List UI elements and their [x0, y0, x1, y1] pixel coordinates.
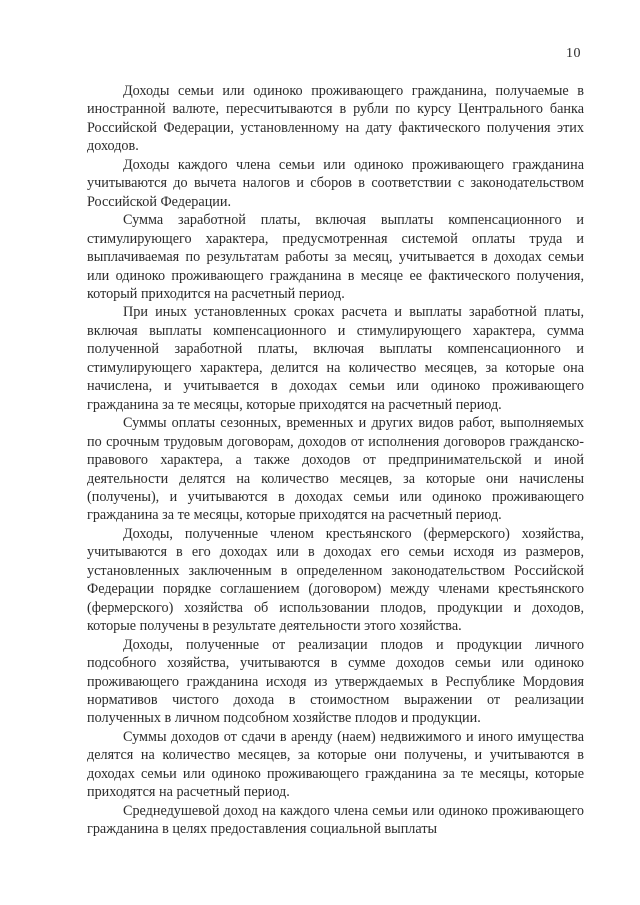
paragraph-farm-income: Доходы, полученные членом крестьянского (фермерского) хозяйства, учитываются в его доходах или в доходах его семьи исходя из размеров, установленных заключенным в определенном законодательством Российской Федерации порядке соглашением (договором) между членами крестьянского (фермерского) хозяйства об использовании плодов, продукции и доходов, которые получены в результате деятельности этого хозяйства.: [87, 525, 584, 635]
paragraph-foreign-currency: Доходы семьи или одиноко проживающего гражданина, получаемые в иностранной валюте, пересчитываются в рубли по курсу Центрального банка Российской Федерации, установленному на дату фактического получения этих доходов.: [87, 83, 584, 155]
paragraph-other-salary-terms: При иных установленных сроках расчета и выплаты заработной платы, включая выплаты компенсационного и стимулирующего характера, сумма полученной заработной платы, включая выплаты компенсационного и стимулирующего характера, делится на количество месяцев, за которые она начислена, и учитывается в доходах семьи или одиноко проживающего гражданина за те месяцы, которые приходятся на расчетный период.: [87, 304, 584, 413]
paragraph-rental-income: Суммы доходов от сдачи в аренду (наем) недвижимого и иного имущества делятся на количество месяцев, за которые они получены, и учитываются в доходах семьи или одиноко проживающего гражданина за те месяцы, которые приходятся на расчетный период.: [87, 728, 584, 801]
page-number: 10: [566, 46, 581, 61]
document-body: [87, 82, 584, 839]
paragraph-pre-tax: Доходы каждого члена семьи или одиноко проживающего гражданина учитываются до вычета налогов и сборов в соответствии с законодательством Российской Федерации.: [87, 156, 584, 210]
paragraph-monthly-salary: Сумма заработной платы, включая выплаты компенсационного и стимулирующего характера, предусмотренная системой оплаты труда и выплачиваемая по результатам работы за месяц, учитывается в доходах семьи или одиноко проживающего гражданина в месяце ее фактического получения, который приходится на расчетный период.: [87, 212, 584, 302]
paragraph-subsidiary-farm: Доходы, полученные от реализации плодов и продукции личного подсобного хозяйства, учитываются в сумме доходов семьи или одиноко проживающего гражданина исходя из утверждаемых в Республике Мордовия нормативов чистого дохода в стоимостном выражении от реализации полученных в личном подсобном хозяйстве плодов и продукции.: [87, 636, 584, 727]
paragraph-seasonal-work: Суммы оплаты сезонных, временных и других видов работ, выполняемых по срочным трудовым договорам, доходов от исполнения договоров гражданско-правового характера, а также доходов от предпринимательской и иной деятельности делятся на количество месяцев, за которые они начислены (получены), и учитываются в доходах семьи или одиноко проживающего гражданина за те месяцы, которые приходятся на расчетный период.: [87, 415, 584, 524]
paragraph-average-income: Среднедушевой доход на каждого члена семьи или одиноко проживающего гражданина в целях предоставления социальной выплаты: [87, 802, 584, 838]
